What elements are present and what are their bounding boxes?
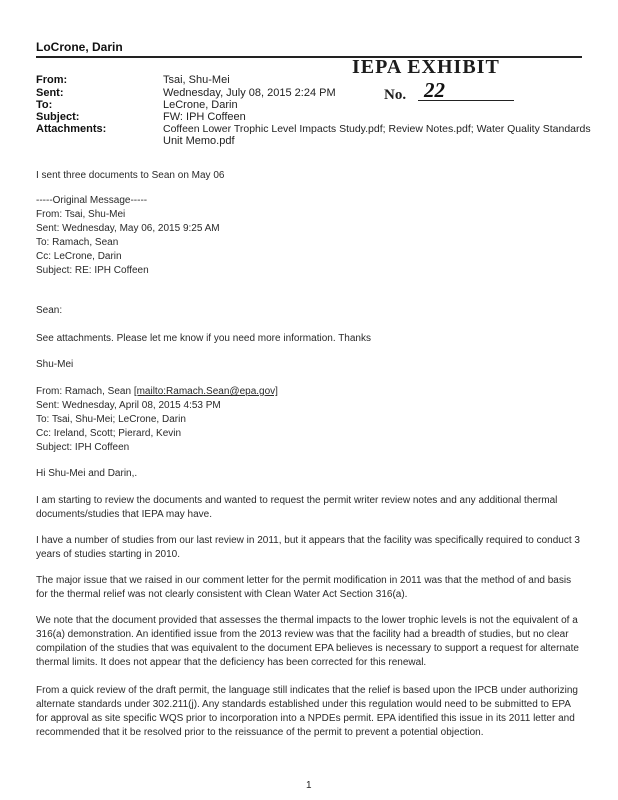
- attachments-value-cont: Unit Memo.pdf: [163, 135, 235, 147]
- original-message-divider: -----Original Message-----: [36, 195, 148, 206]
- to-value: LeCrone, Darin: [163, 99, 238, 111]
- forward-subject: Subject: IPH Coffeen: [36, 442, 130, 453]
- email-link[interactable]: [mailto:Ramach.Sean@epa.gov]: [133, 386, 278, 397]
- attachments-note: See attachments. Please let me know if you need more information. Thanks: [36, 333, 371, 344]
- paragraph-2: I have a number of studies from our last review in 2011, but it appears that the facility was specifically required to conduct 3 years of studies starting in 2010.: [36, 535, 580, 560]
- paragraph-4: We note that the document provided that assesses the thermal impacts to the lower trophic levels is not the equivalent of a 316(a) demonstration. An identified issue from the 2013 review was that the facility had a breadth of studies, but no clear compilation of the studies that was equivalent to the document EPA believes is necessary to support a request for alternate thermal limits. It does not appear that the deficiency has been corrected for this renewal.: [36, 615, 579, 668]
- exhibit-no-label: No.: [384, 87, 407, 103]
- greeting-shu-mei-darin: Hi Shu-Mei and Darin,.: [36, 468, 138, 479]
- from-value: Tsai, Shu-Mei: [163, 74, 230, 86]
- paragraph-3: The major issue that we raised in our comment letter for the permit modification in 2011 was that the method of and basis for the thermal relief was not clearly consistent with Clean Water Act Section 316(a).: [36, 575, 572, 600]
- forward-cc: Cc: Ireland, Scott; Pierard, Kevin: [36, 428, 182, 439]
- paragraph-1: I am starting to review the documents and wanted to request the permit writer review notes and any additional thermal documents/studies that IEPA may have.: [36, 495, 558, 520]
- exhibit-underline: [418, 100, 514, 101]
- forward-from: [36, 386, 278, 397]
- original-from: From: Tsai, Shu-Mei: [36, 209, 126, 220]
- page-number: 1: [306, 780, 312, 791]
- header-divider: [36, 56, 582, 58]
- sent-value: Wednesday, July 08, 2015 2:24 PM: [163, 87, 336, 99]
- subject-value: FW: IPH Coffeen: [163, 111, 246, 123]
- exhibit-number: 22: [424, 78, 445, 102]
- to-label: To:: [36, 99, 53, 111]
- greeting-sean: Sean:: [36, 305, 63, 316]
- sender-name: LoCrone, Darin: [36, 40, 123, 54]
- attachments-label: Attachments:: [36, 123, 107, 135]
- from-label: From:: [36, 74, 68, 86]
- paragraph-5: From a quick review of the draft permit, the language still indicates that the relief is based upon the IPCB under authorizing alternate standards under 302.211(j). Any standards established under this regulation would need to be submitted to EPA for approval as site specific WQS prior to incorporation into a NPDEs permit. EPA identified this issue in its 2011 letter and recommended that it be resolved prior to the reissuance of the permit to prevent a potential objection.: [36, 685, 578, 738]
- attachments-value: Coffeen Lower Trophic Level Impacts Study.pdf; Review Notes.pdf; Water Quality Standards: [163, 123, 591, 135]
- forward-to: To: Tsai, Shu-Mei; LeCrone, Darin: [36, 414, 186, 425]
- exhibit-stamp-title: IEPA EXHIBIT: [352, 56, 500, 78]
- forward-sent: Sent: Wednesday, April 08, 2015 4:53 PM: [36, 400, 221, 411]
- original-subject: Subject: RE: IPH Coffeen: [36, 265, 149, 276]
- sent-label: Sent:: [36, 87, 64, 99]
- intro-line: I sent three documents to Sean on May 06: [36, 170, 225, 181]
- forward-from-text: From: Ramach, Sean: [36, 386, 134, 397]
- original-sent: Sent: Wednesday, May 06, 2015 9:25 AM: [36, 223, 220, 234]
- original-to: To: Ramach, Sean: [36, 237, 119, 248]
- signoff: Shu-Mei: [36, 359, 74, 370]
- subject-label: Subject:: [36, 111, 80, 123]
- original-cc: Cc: LeCrone, Darin: [36, 251, 122, 262]
